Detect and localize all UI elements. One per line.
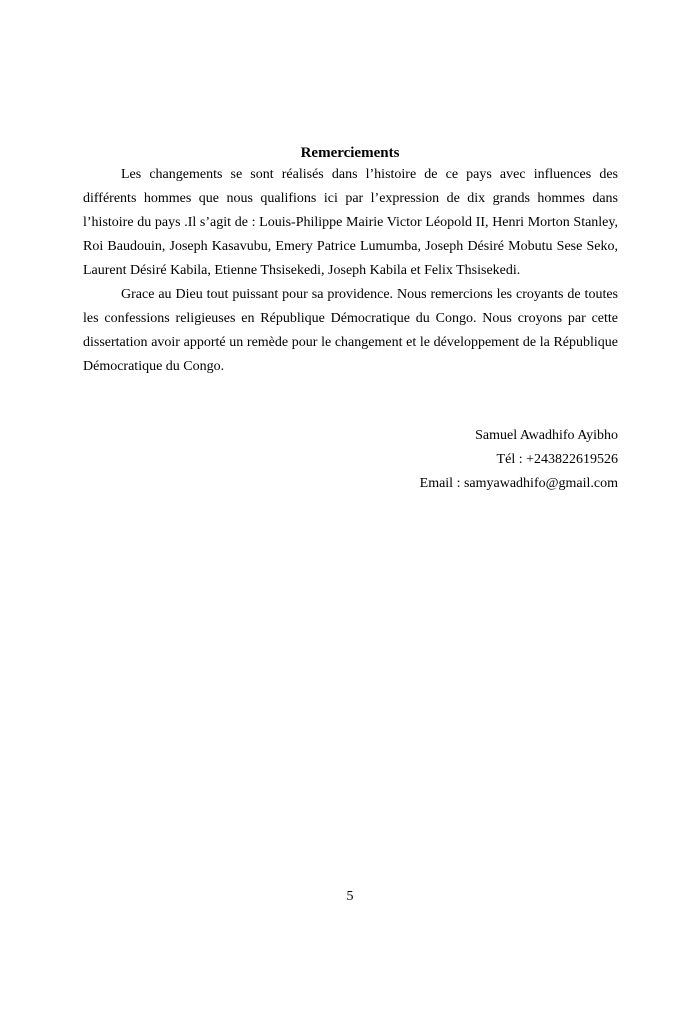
paragraph-thanks-god: Grace au Dieu tout puissant pour sa providence. Nous remercions les croyants de toutes les confessions religieuses en République Démocratique du Congo. Nous croyons par cette dissertation avoir apporté un remède pour le changement et le développement de la République Démocratique du Congo. xyxy=(83,287,618,374)
paragraph-thanks-leaders: Les changements se sont réalisés dans l’histoire de ce pays avec influences des différents hommes que nous qualifions ici par l’expression de dix grands hommes dans l’histoire du pays .Il s’agit de : Louis-Philippe Mairie Victor Léopold II, Henri Morton Stanley, Roi Baudouin, Joseph Kasavubu, Emery Patrice Lumumba, Joseph Désiré Mobutu Sese Seko, Laurent Désiré Kabila, Etienne Thsisekedi, Joseph Kabila et Felix Thsisekedi. xyxy=(83,167,618,278)
document-body xyxy=(83,163,618,379)
signature-name: Samuel Awadhifo Ayibho xyxy=(475,428,618,443)
page-number: 5 xyxy=(346,889,354,904)
signature-phone: Tél : +243822619526 xyxy=(496,452,618,467)
signature-email: Email : samyawadhifo@gmail.com xyxy=(419,476,618,491)
signature-block xyxy=(420,424,618,496)
page-title: Remerciements xyxy=(300,145,400,161)
